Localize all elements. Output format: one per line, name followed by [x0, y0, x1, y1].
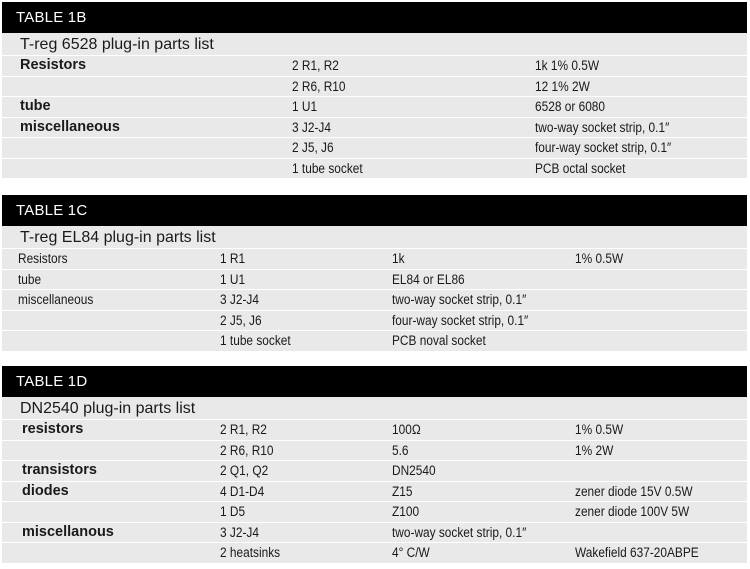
- spec-cell: 1% 2W: [575, 442, 614, 458]
- value-cell: four-way socket strip, 0.1″: [392, 312, 529, 328]
- table-row: [2, 311, 747, 332]
- quantity-cell: 1 U1: [220, 271, 246, 287]
- spec-cell: 1k 1% 0.5W: [535, 58, 600, 73]
- table-1d-title: DN2540 plug-in parts list: [2, 397, 747, 420]
- table-1d-body: [2, 397, 747, 563]
- table-1c-title: T-reg EL84 plug-in parts list: [2, 226, 747, 249]
- spec-cell: four-way socket strip, 0.1″: [535, 140, 672, 155]
- value-cell: DN2540: [392, 463, 436, 478]
- category-cell: tube: [18, 271, 42, 287]
- value-cell: Z15: [392, 483, 413, 499]
- table-row: [2, 331, 747, 351]
- value-cell: EL84 or EL86: [392, 271, 465, 287]
- table-1b-header: TABLE 1B: [2, 2, 747, 33]
- spec-cell: PCB octal socket: [535, 160, 626, 176]
- table-1d: [2, 366, 747, 563]
- spec-cell: 1% 0.5W: [575, 251, 624, 266]
- category-cell: transistors: [22, 462, 97, 478]
- quantity-cell: 2 R1, R2: [292, 58, 339, 73]
- quantity-cell: 4 D1-D4: [220, 483, 265, 499]
- table-row: [2, 420, 747, 441]
- quantity-cell: 2 Q1, Q2: [220, 463, 269, 478]
- category-cell: resistors: [22, 421, 84, 437]
- spec-cell: two-way socket strip, 0.1″: [535, 119, 670, 135]
- table-row: [2, 290, 747, 311]
- quantity-cell: 1 tube socket: [292, 160, 363, 176]
- value-cell: 4° C/W: [392, 545, 430, 560]
- spec-cell: Wakefield 637-20ABPE: [575, 545, 699, 560]
- table-1b-title: T-reg 6528 plug-in parts list: [2, 33, 747, 56]
- category-cell: Resistors: [20, 57, 87, 73]
- table-row: [2, 77, 747, 98]
- spec-cell: 6528 or 6080: [535, 99, 606, 114]
- category-cell: miscellaneous: [18, 292, 94, 307]
- table-row: [2, 138, 747, 159]
- table-row: [2, 482, 747, 503]
- quantity-cell: 2 J5, J6: [292, 140, 334, 155]
- value-cell: 1k: [392, 251, 405, 266]
- quantity-cell: 2 R6, R10: [220, 442, 274, 458]
- quantity-cell: 2 J5, J6: [220, 312, 262, 328]
- category-cell: miscellaneous: [20, 118, 120, 135]
- quantity-cell: 1 R1: [220, 251, 246, 266]
- quantity-cell: 2 heatsinks: [220, 545, 281, 560]
- quantity-cell: 1 tube socket: [220, 333, 291, 348]
- table-row: [2, 502, 747, 523]
- table-row: [2, 249, 747, 270]
- quantity-cell: 3 J2-J4: [292, 119, 331, 135]
- table-row: [2, 543, 747, 563]
- table-row: [2, 270, 747, 291]
- category-cell: tube: [20, 98, 51, 114]
- value-cell: two-way socket strip, 0.1″: [392, 292, 527, 307]
- table-1c: [2, 195, 747, 351]
- table-row: [2, 159, 747, 179]
- table-1d-header: TABLE 1D: [2, 366, 747, 397]
- quantity-cell: 1 U1: [292, 99, 318, 114]
- category-cell: Resistors: [18, 251, 68, 266]
- category-cell: diodes: [22, 482, 69, 499]
- table-row: [2, 523, 747, 544]
- table-row: [2, 461, 747, 482]
- spec-cell: zener diode 15V 0.5W: [575, 483, 693, 499]
- quantity-cell: 3 J2-J4: [220, 524, 259, 540]
- table-1c-header: TABLE 1C: [2, 195, 747, 226]
- table-1b: [2, 2, 747, 178]
- category-cell: miscellanous: [22, 523, 114, 540]
- value-cell: 5.6: [392, 442, 409, 458]
- table-1b-body: [2, 33, 747, 178]
- table-row: [2, 118, 747, 139]
- quantity-cell: 1 D5: [220, 504, 246, 519]
- quantity-cell: 2 R6, R10: [292, 78, 346, 94]
- table-1c-body: [2, 226, 747, 351]
- value-cell: 100Ω: [392, 422, 421, 437]
- quantity-cell: 3 J2-J4: [220, 292, 259, 307]
- quantity-cell: 2 R1, R2: [220, 422, 267, 437]
- table-row: [2, 56, 747, 77]
- spec-cell: 12 1% 2W: [535, 78, 590, 94]
- value-cell: two-way socket strip, 0.1″: [392, 524, 527, 540]
- value-cell: Z100: [392, 504, 420, 519]
- value-cell: PCB noval socket: [392, 333, 486, 348]
- table-row: [2, 97, 747, 118]
- spec-cell: 1% 0.5W: [575, 422, 624, 437]
- table-row: [2, 441, 747, 462]
- spec-cell: zener diode 100V 5W: [575, 504, 690, 519]
